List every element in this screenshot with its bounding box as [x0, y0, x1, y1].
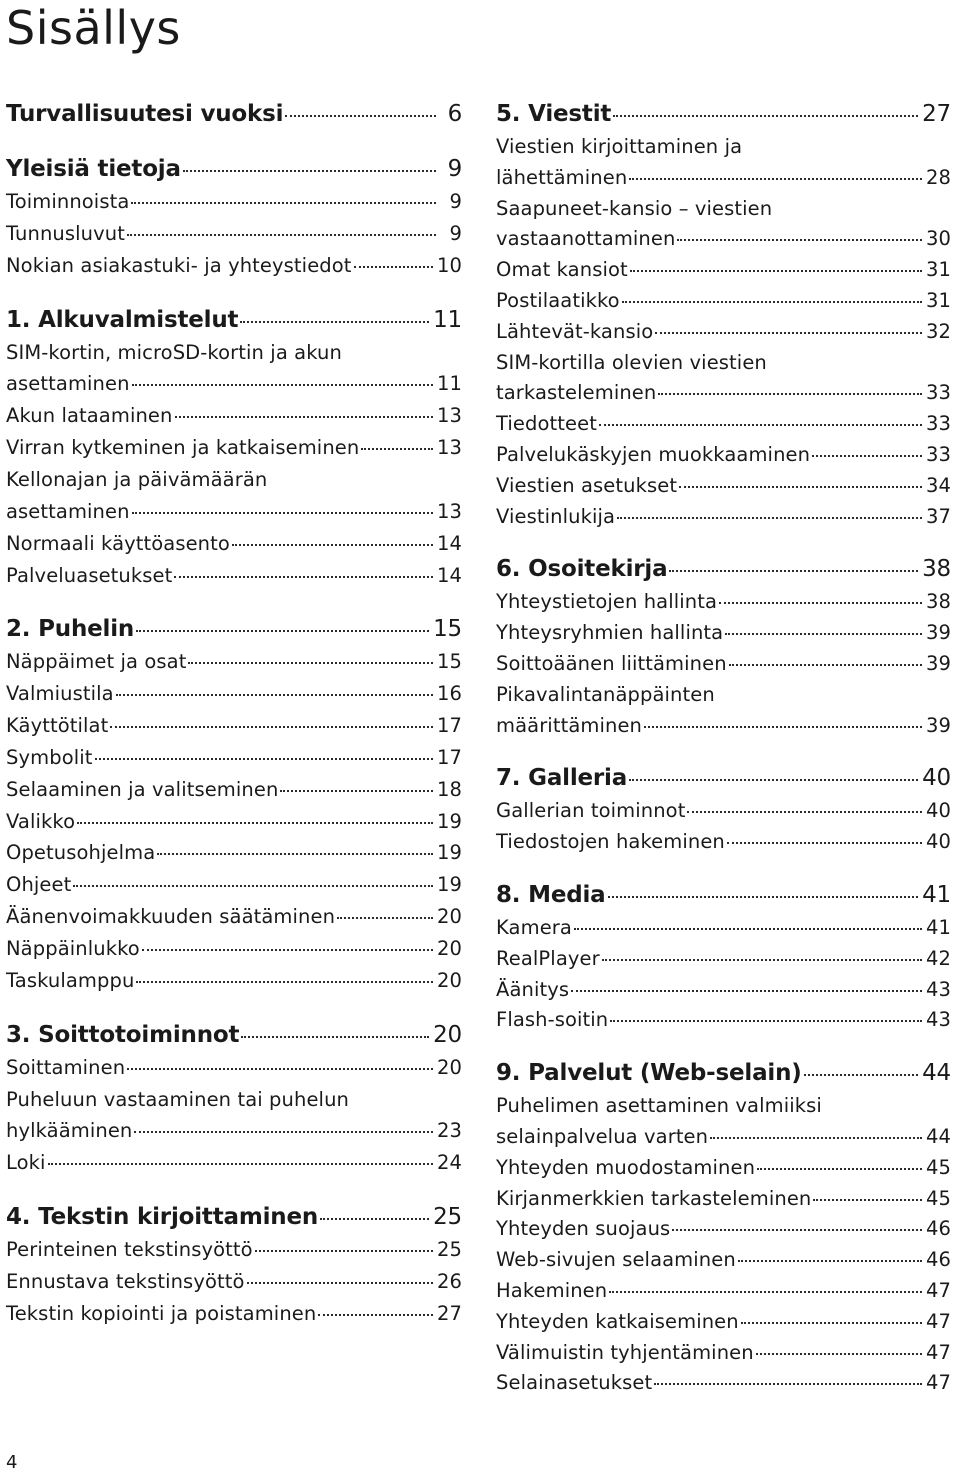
entry-title: Ennustava tekstinsyöttö [6, 1269, 245, 1293]
entry-title: Selainasetukset [496, 1371, 653, 1395]
page-ref: 44 [922, 1060, 951, 1087]
page-ref: 24 [436, 1151, 462, 1175]
entry-title: Toiminnoista [6, 190, 130, 213]
section-title: Turvallisuutesi vuoksi [6, 101, 284, 127]
entry-title: Postilaatikko [496, 289, 620, 312]
entry-title: Valmiustila [6, 682, 114, 706]
entry-title: Välimuistin tyhjentäminen [496, 1340, 754, 1364]
toc-entry[interactable] [6, 1270, 462, 1293]
toc-entry[interactable] [6, 1119, 462, 1142]
dot-leader [629, 779, 918, 781]
dot-leader [132, 384, 433, 386]
entry-title: Äänenvoimakkuuden säätäminen [6, 905, 336, 929]
dot-leader [157, 853, 433, 855]
entry-title: Gallerian toiminnot [496, 799, 686, 823]
toc-entry[interactable] [6, 372, 462, 395]
toc-entry[interactable] [496, 652, 951, 675]
toc-entry-label-line: SIM-kortin, microSD-kortin ja akun [6, 340, 342, 364]
entry-title: Kamera [496, 916, 572, 939]
dot-leader [654, 1383, 922, 1385]
page-ref: 19 [436, 809, 462, 833]
entry-title: Tekstin kopiointi ja poistaminen [6, 1301, 317, 1325]
dot-leader [574, 928, 922, 930]
toc-entry[interactable] [496, 166, 951, 189]
toc-entry[interactable] [496, 289, 951, 312]
dot-leader [136, 630, 429, 632]
entry-title: hylkääminen [6, 1119, 133, 1143]
page-ref: 30 [925, 227, 951, 251]
entry-title: RealPlayer [496, 946, 600, 970]
page-ref: 32 [925, 319, 951, 343]
dot-leader [240, 321, 429, 323]
toc-entry-label-line: SIM-kortilla olevien viestien [496, 350, 767, 374]
toc-entry[interactable] [496, 505, 951, 528]
section-title: 2. Puhelin [6, 616, 135, 643]
dot-leader [174, 576, 433, 578]
entry-title: Hakeminen [496, 1279, 608, 1302]
dot-leader [599, 424, 922, 426]
dot-leader [127, 234, 436, 236]
toc-entry[interactable] [496, 590, 951, 613]
dot-leader [729, 664, 922, 666]
toc-entry[interactable] [496, 381, 951, 404]
dot-leader [48, 1163, 433, 1165]
toc-entry[interactable] [496, 1217, 951, 1240]
dot-leader [669, 570, 918, 572]
toc-entry[interactable] [6, 564, 462, 587]
page-ref: 46 [925, 1248, 951, 1272]
page-ref: 31 [925, 258, 951, 282]
entry-title: Tiedostojen hakeminen [496, 830, 725, 854]
toc-entry[interactable] [6, 714, 462, 737]
page-ref: 45 [925, 1155, 951, 1179]
dot-leader [110, 726, 433, 728]
dot-leader [127, 1068, 433, 1070]
page-title: Sisällys [6, 1, 181, 55]
page-ref: 18 [436, 777, 462, 801]
page-ref: 26 [436, 1269, 462, 1293]
page-ref: 25 [436, 1238, 462, 1262]
entry-title: Akun lataaminen [6, 404, 173, 428]
toc-entry[interactable] [6, 436, 462, 459]
toc-entry[interactable] [6, 190, 462, 213]
entry-title: tarkasteleminen [496, 381, 657, 405]
toc-entry[interactable] [6, 1302, 462, 1325]
page-ref: 47 [925, 1279, 951, 1302]
page-number: 4 [6, 1452, 18, 1473]
toc-entry[interactable] [6, 532, 462, 555]
toc-entry[interactable] [6, 841, 462, 864]
toc-entry[interactable] [496, 947, 951, 970]
page-ref: 33 [925, 443, 951, 466]
dot-leader [280, 790, 433, 792]
toc-section-heading[interactable] [6, 616, 462, 642]
section-title: 9. Palvelut (Web-selain) [496, 1060, 802, 1087]
dot-leader [610, 1020, 922, 1022]
dot-leader [95, 758, 433, 760]
toc-entry[interactable] [496, 1187, 951, 1210]
dot-leader [804, 1074, 919, 1076]
entry-title: lähettäminen [496, 165, 628, 189]
toc-entry[interactable] [496, 1279, 951, 1302]
entry-title: Opetusohjelma [6, 841, 156, 865]
page-ref: 14 [436, 531, 462, 555]
dot-leader [710, 1137, 922, 1139]
toc-entry[interactable] [496, 227, 951, 250]
toc-entry[interactable] [6, 873, 462, 896]
toc-entry[interactable] [496, 714, 951, 737]
toc-entry[interactable] [496, 320, 951, 343]
dot-leader [142, 949, 433, 951]
page-ref: 15 [436, 650, 462, 674]
page-ref: 14 [436, 563, 462, 587]
entry-title: Loki [6, 1151, 46, 1175]
dot-leader [247, 1282, 433, 1284]
toc-entry[interactable] [6, 682, 462, 705]
toc-entry-label-line: Viestien kirjoittaminen ja [496, 135, 743, 158]
toc-entry[interactable] [6, 778, 462, 801]
toc-entry[interactable] [496, 621, 951, 644]
dot-leader [136, 981, 433, 983]
page-ref: 23 [436, 1119, 462, 1143]
entry-title: Palvelukäskyjen muokkaaminen [496, 443, 811, 466]
dot-leader [255, 1250, 433, 1252]
entry-title: Viestien asetukset [496, 473, 678, 497]
page-ref: 39 [925, 621, 951, 645]
dot-leader [320, 1218, 429, 1220]
entry-title: määrittäminen [496, 713, 642, 737]
dot-leader [77, 822, 433, 824]
dot-leader [188, 662, 433, 664]
entry-title: Yhteyden katkaiseminen [496, 1309, 739, 1333]
toc-entry[interactable] [496, 830, 951, 853]
page-ref: 20 [436, 937, 462, 960]
page-ref: 27 [922, 101, 951, 127]
page-ref: 20 [433, 1021, 462, 1048]
toc-entry[interactable] [6, 500, 462, 523]
page-ref: 39 [925, 713, 951, 737]
entry-title: Kirjanmerkkien tarkasteleminen [496, 1186, 812, 1210]
dot-leader [73, 885, 433, 887]
entry-title: Palveluasetukset [6, 563, 173, 587]
page-ref: 43 [925, 977, 951, 1001]
dot-leader [725, 633, 922, 635]
entry-title: asettaminen [6, 499, 130, 523]
page-ref: 20 [436, 968, 462, 992]
entry-title: Symbolit [6, 745, 93, 769]
entry-title: Nokian asiakastuki- ja yhteystiedot [6, 253, 352, 277]
page-ref: 15 [433, 616, 462, 643]
toc-entry[interactable] [496, 474, 951, 497]
section-title: 3. Soittotoiminnot [6, 1021, 240, 1048]
page-ref: 33 [925, 412, 951, 436]
page-ref: 25 [433, 1204, 462, 1231]
dot-leader [679, 486, 922, 488]
section-title: 7. Galleria [496, 765, 628, 792]
entry-title: Valikko [6, 809, 76, 833]
page-ref: 11 [436, 372, 462, 396]
page-ref: 17 [436, 714, 462, 738]
entry-title: Äänitys [496, 977, 570, 1001]
toc-entry[interactable] [6, 969, 462, 992]
dot-leader [655, 332, 922, 334]
dot-leader [756, 1353, 922, 1355]
page-ref: 44 [925, 1125, 951, 1148]
page-ref: 20 [436, 905, 462, 929]
page-ref: 39 [925, 652, 951, 675]
page-ref: 38 [925, 590, 951, 614]
entry-title: Yhteystietojen hallinta [496, 590, 718, 614]
entry-title: Virran kytkeminen ja katkaiseminen [6, 436, 360, 460]
dot-leader [630, 270, 922, 272]
dot-leader [617, 517, 922, 519]
dot-leader [318, 1314, 433, 1316]
entry-title: Ohjeet [6, 873, 72, 897]
entry-title: vastaanottaminen [496, 227, 676, 251]
page-ref: 9 [449, 221, 462, 245]
dot-leader [609, 1291, 922, 1293]
page-ref: 47 [925, 1309, 951, 1333]
entry-title: Normaali käyttöasento [6, 531, 230, 555]
entry-title: Flash-soitin [496, 1008, 609, 1032]
dot-leader [738, 1260, 922, 1262]
toc-entry[interactable] [6, 905, 462, 928]
page-ref: 19 [436, 841, 462, 865]
toc-entry[interactable] [496, 916, 951, 939]
toc-entry[interactable] [6, 404, 462, 427]
toc-section-heading[interactable] [496, 556, 951, 582]
toc-entry[interactable] [6, 937, 462, 960]
page-ref: 34 [925, 473, 951, 497]
section-title: 8. Media [496, 882, 606, 908]
toc-entry[interactable] [496, 1341, 951, 1364]
page-ref: 40 [925, 799, 951, 823]
dot-leader [687, 811, 922, 813]
toc-entry[interactable] [496, 1008, 951, 1031]
entry-title: Taskulamppu [6, 968, 135, 992]
entry-title: Näppäinlukko [6, 937, 140, 960]
toc-section-heading[interactable] [496, 1060, 951, 1086]
page-ref: 11 [433, 306, 462, 333]
page-ref: 19 [436, 873, 462, 897]
page-ref: 17 [436, 745, 462, 769]
entry-title: Viestinlukija [496, 504, 616, 528]
section-title: 5. Viestit [496, 101, 612, 127]
dot-leader [241, 1036, 429, 1038]
dot-leader [622, 301, 922, 303]
toc-section-heading[interactable] [6, 101, 462, 127]
entry-title: Tiedotteet [496, 412, 597, 436]
page-ref: 40 [922, 765, 951, 792]
page-ref: 10 [436, 253, 462, 277]
toc-entry-label-line: Puheluun vastaaminen tai puhelun [6, 1087, 349, 1111]
toc-section-heading[interactable] [6, 1204, 462, 1230]
page-ref: 45 [925, 1186, 951, 1210]
dot-leader [116, 694, 433, 696]
entry-title: Web-sivujen selaaminen [496, 1248, 736, 1272]
toc-entry[interactable] [6, 810, 462, 833]
entry-title: Selaaminen ja valitseminen [6, 777, 279, 801]
toc-entry[interactable] [6, 650, 462, 673]
page-ref: 28 [925, 165, 951, 189]
toc-entry-label-line: Pikavalintanäppäinten [496, 682, 715, 706]
toc-entry[interactable] [496, 1156, 951, 1179]
toc-entry[interactable] [496, 799, 951, 822]
toc-entry[interactable] [496, 258, 951, 281]
toc-section-heading[interactable] [6, 1022, 462, 1048]
entry-title: Käyttötilat [6, 714, 109, 738]
page-ref: 13 [436, 404, 462, 428]
entry-title: Perinteinen tekstinsyöttö [6, 1238, 253, 1262]
section-title: 1. Alkuvalmistelut [6, 306, 239, 333]
dot-leader [232, 544, 433, 546]
page-ref: 40 [925, 830, 951, 854]
section-title: Yleisiä tietoja [6, 156, 181, 182]
dot-leader [812, 455, 922, 457]
page-ref: 9 [449, 190, 462, 213]
toc-entry[interactable] [496, 978, 951, 1001]
page-ref: 41 [925, 916, 951, 939]
dot-leader [183, 170, 436, 172]
entry-title: selainpalvelua varten [496, 1125, 709, 1148]
dot-leader [134, 1131, 433, 1133]
entry-title: Tunnusluvut [6, 221, 125, 245]
entry-title: Yhteysryhmien hallinta [496, 621, 724, 645]
toc-section-heading[interactable] [496, 101, 951, 127]
page-ref: 16 [436, 682, 462, 706]
entry-title: Soittoäänen liittäminen [496, 652, 727, 675]
entry-title: asettaminen [6, 372, 130, 396]
entry-title: Soittaminen [6, 1055, 126, 1079]
page-ref: 43 [925, 1008, 951, 1032]
dot-leader [602, 959, 922, 961]
dot-leader [132, 512, 433, 514]
toc-entry[interactable] [496, 412, 951, 435]
toc-entry-label-line: Kellonajan ja päivämäärän [6, 467, 268, 491]
page-ref: 33 [925, 381, 951, 405]
entry-title: Yhteyden muodostaminen [496, 1155, 756, 1179]
toc-entry[interactable] [496, 1371, 951, 1394]
dot-leader [337, 917, 433, 919]
dot-leader [613, 115, 918, 117]
page-ref: 27 [436, 1301, 462, 1325]
page-ref: 38 [922, 556, 951, 583]
page-ref: 13 [436, 436, 462, 460]
entry-title: Yhteyden suojaus [496, 1217, 671, 1241]
toc-entry[interactable] [6, 746, 462, 769]
toc-section-heading[interactable] [496, 882, 951, 908]
page-ref: 13 [436, 499, 462, 523]
dot-leader [644, 726, 922, 728]
page-ref: 6 [447, 101, 462, 127]
dot-leader [175, 416, 433, 418]
dot-leader [285, 115, 436, 117]
page-ref: 46 [925, 1217, 951, 1241]
page-ref: 37 [925, 504, 951, 528]
page-ref: 9 [447, 156, 462, 182]
page-ref: 20 [436, 1055, 462, 1079]
dot-leader [677, 239, 922, 241]
dot-leader [629, 178, 922, 180]
toc-section-heading[interactable] [496, 765, 951, 791]
page-ref: 42 [925, 946, 951, 970]
toc-entry-label-line: Puhelimen asettaminen valmiiksi [496, 1094, 822, 1118]
toc-entry[interactable] [6, 254, 462, 277]
dot-leader [672, 1229, 922, 1231]
dot-leader [813, 1199, 922, 1201]
entry-title: Näppäimet ja osat [6, 650, 187, 674]
dot-leader [719, 602, 922, 604]
toc-entry[interactable] [6, 222, 462, 245]
toc-entry[interactable] [6, 1238, 462, 1261]
dot-leader [658, 393, 922, 395]
toc-entry-label-line: Saapuneet-kansio – viestien [496, 196, 773, 220]
dot-leader [727, 842, 922, 844]
entry-title: Lähtevät-kansio [496, 319, 654, 343]
page-ref: 31 [925, 289, 951, 312]
toc-entry[interactable] [6, 1151, 462, 1174]
section-title: 4. Tekstin kirjoittaminen [6, 1204, 319, 1231]
page-ref: 47 [925, 1340, 951, 1364]
toc-entry[interactable] [6, 1056, 462, 1079]
section-title: 6. Osoitekirja [496, 556, 668, 583]
dot-leader [361, 448, 433, 450]
dot-leader [131, 202, 436, 204]
dot-leader [354, 266, 433, 268]
toc-entry[interactable] [496, 1125, 951, 1148]
dot-leader [608, 896, 919, 898]
entry-title: Omat kansiot [496, 258, 628, 282]
toc-entry[interactable] [496, 443, 951, 466]
toc-entry[interactable] [496, 1310, 951, 1333]
page-ref: 41 [922, 882, 951, 908]
toc-section-heading[interactable] [6, 307, 462, 333]
toc-entry[interactable] [496, 1248, 951, 1271]
dot-leader [757, 1168, 922, 1170]
dot-leader [571, 990, 922, 992]
page-ref: 47 [925, 1371, 951, 1395]
toc-section-heading[interactable] [6, 156, 462, 182]
dot-leader [741, 1322, 922, 1324]
